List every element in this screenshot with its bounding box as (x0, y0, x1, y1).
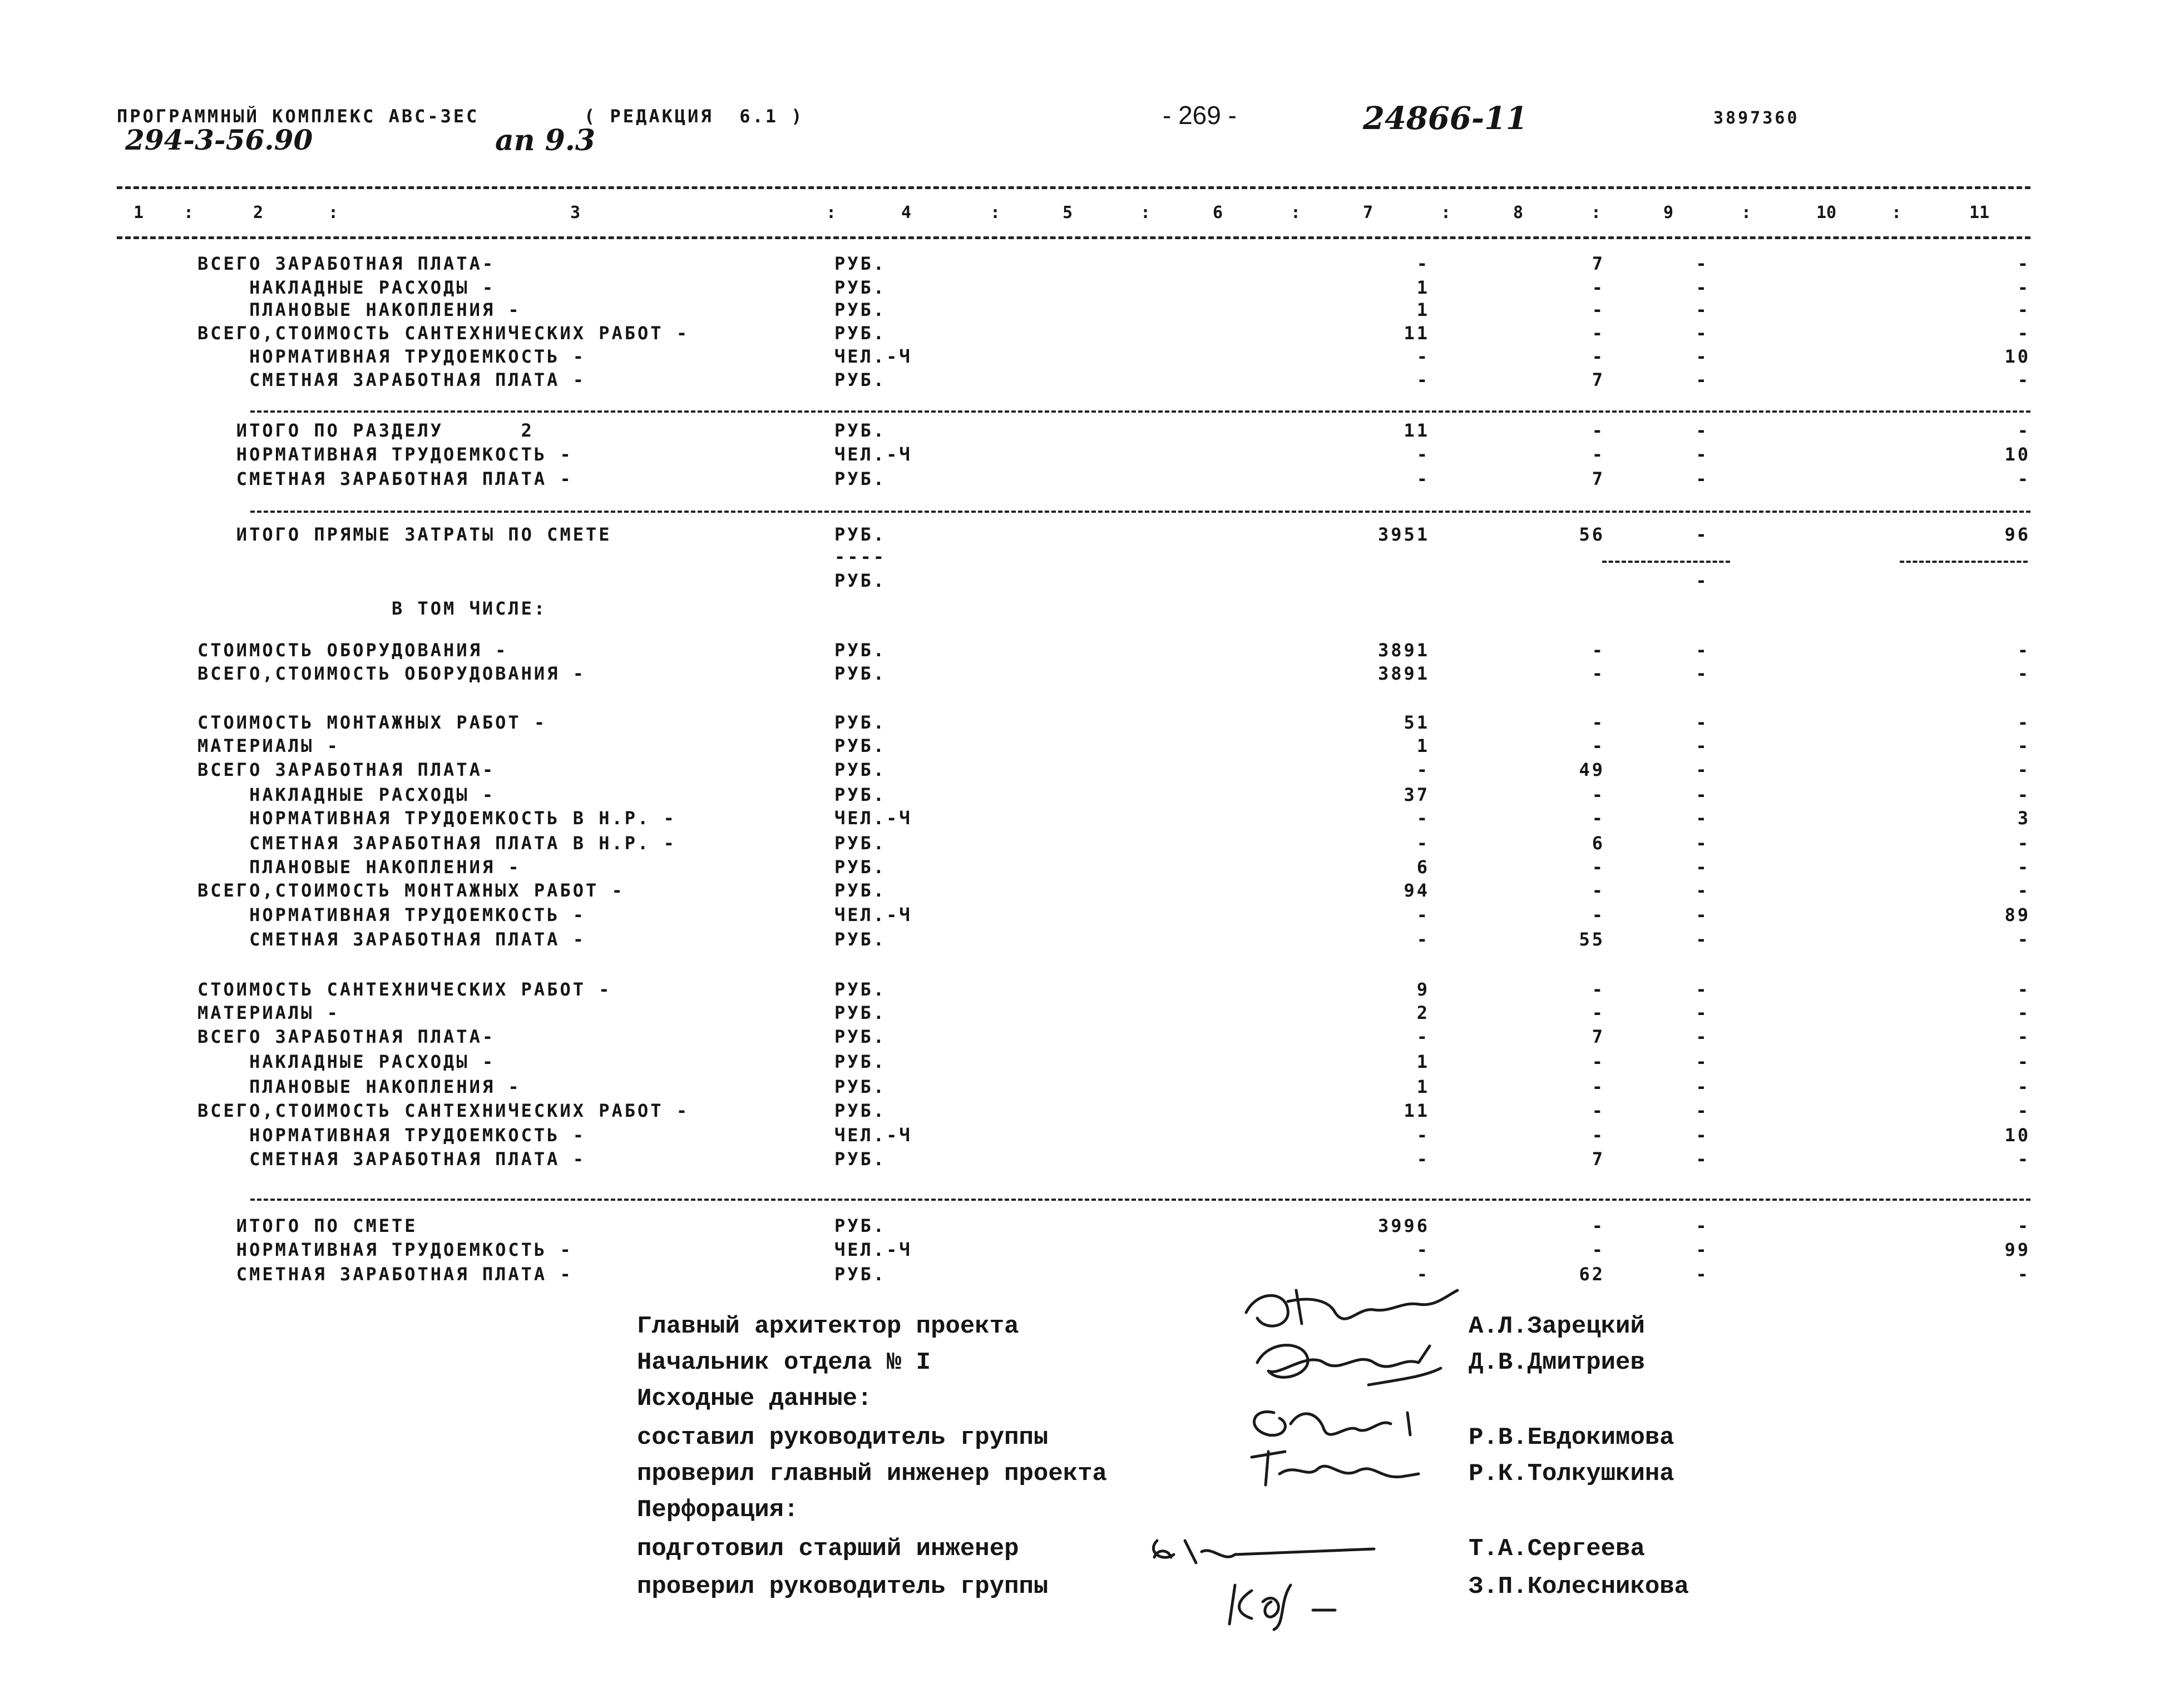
row-label: НОРМАТИВНАЯ ТРУДОЕМКОСТЬ - (197, 904, 586, 925)
table-row (0, 929, 2169, 951)
signature-evdokimova (1241, 1390, 1441, 1491)
column-header-row (0, 203, 2169, 225)
row-label: ВСЕГО,СТОИМОСТЬ САНТЕХНИЧЕСКИХ РАБОТ - (197, 1100, 690, 1121)
column-header: 9 (1663, 203, 1674, 222)
signature-title: проверил главный инженер проекта (637, 1460, 1107, 1488)
row-unit: ЧЕЛ.-Ч (834, 346, 912, 367)
row-unit: РУБ. (834, 1100, 887, 1121)
table-row (0, 253, 2169, 275)
row-unit: РУБ. (834, 1051, 887, 1072)
cell-col9: - (1696, 299, 1709, 320)
program-title: ПРОГРАММНЫЙ КОМПЛЕКС АВС-ЗЕС (117, 106, 480, 127)
page-number: - 269 - (1163, 101, 1237, 130)
row-unit: РУБ. (834, 663, 887, 684)
cell-col8: 56 (1579, 524, 1605, 545)
cell-col7: 1 (1416, 277, 1430, 298)
signature-title: подготовил старший инженер (637, 1535, 1019, 1563)
cell-col7: 3951 (1377, 524, 1430, 545)
cell-col9: - (1696, 640, 1709, 661)
signature-title: проверил руководитель группы (637, 1573, 1049, 1601)
cell-col7: - (1416, 1125, 1430, 1146)
cell-col9: - (1696, 808, 1709, 829)
cell-col7: - (1416, 1239, 1430, 1260)
row-label: СТОИМОСТЬ МОНТАЖНЫХ РАБОТ - (197, 712, 547, 733)
table-row (0, 979, 2169, 1001)
cell-col7: 1 (1416, 1051, 1430, 1072)
cell-col7: - (1416, 808, 1430, 829)
cell-col9: - (1696, 712, 1709, 733)
row-label: НАКЛАДНЫЕ РАСХОДЫ - (197, 784, 496, 805)
cell-col11: 10 (2004, 1125, 2030, 1146)
cell-col9: - (1696, 253, 1709, 274)
row-unit: РУБ. (834, 1264, 887, 1285)
row-unit: РУБ. (834, 784, 887, 805)
cell-col11: - (2017, 369, 2030, 390)
cell-col9: - (1696, 904, 1709, 925)
cell-col9: - (1696, 880, 1709, 901)
cell-col8: - (1592, 712, 1605, 733)
cell-col7: - (1416, 929, 1430, 950)
cell-col9: - (1696, 1100, 1709, 1121)
inventory-number: 24866-11 (1363, 100, 1528, 137)
row-label: ИТОГО ПРЯМЫЕ ЗАТРАТЫ ПО СМЕТЕ (197, 524, 612, 545)
table-row (0, 663, 2169, 685)
row-unit: РУБ. (834, 277, 887, 298)
row-label: СМЕТНАЯ ЗАРАБОТНАЯ ПЛАТА - (197, 1264, 573, 1285)
cell-col9: - (1696, 857, 1709, 878)
signature-title: Начальник отдела № I (637, 1349, 931, 1377)
cell-col11: - (2017, 1026, 2030, 1047)
section-divider (250, 410, 2030, 413)
row-label: ВСЕГО ЗАРАБОТНАЯ ПЛАТА- (197, 253, 496, 274)
cell-col11: - (2017, 1148, 2030, 1170)
cell-col11: - (2017, 323, 2030, 344)
signatory-name: З.П.Колесникова (1469, 1573, 1689, 1601)
cell-col9: - (1696, 1215, 1709, 1236)
table-row (0, 784, 2169, 806)
row-label: В ТОМ ЧИСЛЕ: (197, 598, 547, 619)
row-unit: ЧЕЛ.-Ч (834, 1125, 912, 1146)
row-unit: ЧЕЛ.-Ч (834, 444, 912, 465)
table-row (0, 598, 2169, 620)
cell-col7: - (1416, 1148, 1430, 1170)
table-row (0, 323, 2169, 345)
cell-col7: - (1416, 904, 1430, 925)
cell-col7: - (1416, 833, 1430, 854)
cell-col11: - (2017, 784, 2030, 805)
cell-col11: - (2017, 1100, 2030, 1121)
cell-col8: 7 (1592, 253, 1605, 274)
signature-sergeeva (1140, 1524, 1385, 1630)
cell-col8: - (1592, 808, 1605, 829)
cell-col8: 55 (1579, 929, 1605, 950)
signature-title: Перфорация: (637, 1496, 799, 1524)
cell-col9: - (1696, 323, 1709, 344)
cell-col8: - (1592, 735, 1605, 756)
cell-col9: - (1696, 833, 1709, 854)
row-unit: РУБ. (834, 979, 887, 1000)
cell-col7: - (1416, 1026, 1430, 1047)
row-unit: РУБ. (834, 1026, 887, 1047)
cell-col11: - (2017, 277, 2030, 298)
cell-col11: - (2017, 979, 2030, 1000)
cell-col9: - (1696, 1076, 1709, 1097)
cell-col8: - (1592, 1125, 1605, 1146)
table-row (0, 1026, 2169, 1048)
row-label: ПЛАНОВЫЕ НАКОПЛЕНИЯ - (197, 857, 521, 878)
row-label: СТОИМОСТЬ ОБОРУДОВАНИЯ - (197, 640, 508, 661)
cell-col8: - (1592, 420, 1605, 441)
signature-title: составил руководитель группы (637, 1424, 1049, 1452)
cell-col9: - (1696, 979, 1709, 1000)
cell-col11: - (2017, 712, 2030, 733)
signatory-name: Р.В.Евдокимова (1469, 1424, 1674, 1452)
cell-col7: - (1416, 468, 1430, 489)
cell-col7: 94 (1404, 880, 1430, 901)
signatory-name: Р.К.Толкушкина (1469, 1460, 1674, 1488)
row-label: ВСЕГО,СТОИМОСТЬ МОНТАЖНЫХ РАБОТ - (197, 880, 625, 901)
column-header: 8 (1513, 203, 1524, 222)
row-unit: РУБ. (834, 735, 887, 756)
row-unit: РУБ. (834, 468, 887, 489)
cell-col8: - (1592, 1215, 1605, 1236)
cell-col7: 6 (1416, 857, 1430, 878)
cell-col8: - (1592, 323, 1605, 344)
column-separator: : (184, 203, 194, 222)
cell-col7: 3891 (1377, 640, 1430, 661)
table-row (0, 369, 2169, 392)
cell-col11: - (2017, 735, 2030, 756)
row-unit: ЧЕЛ.-Ч (834, 808, 912, 829)
column-header: 4 (901, 203, 912, 222)
cell-col11: - (2017, 1076, 2030, 1097)
column-header: 7 (1363, 203, 1373, 222)
row-label: ВСЕГО,СТОИМОСТЬ САНТЕХНИЧЕСКИХ РАБОТ - (197, 323, 690, 344)
row-label: ВСЕГО ЗАРАБОТНАЯ ПЛАТА- (197, 759, 496, 780)
column-header: 2 (253, 203, 264, 222)
row-unit: ЧЕЛ.-Ч (834, 1239, 912, 1260)
table-row (0, 857, 2169, 879)
cell-col7: - (1416, 346, 1430, 367)
table-row (0, 1264, 2169, 1286)
cell-col11: - (2017, 759, 2030, 780)
table-row (0, 904, 2169, 927)
row-label: НОРМАТИВНАЯ ТРУДОЕМКОСТЬ - (197, 1125, 586, 1146)
row-unit: РУБ. (834, 1076, 887, 1097)
cell-col8: 6 (1592, 833, 1605, 854)
cell-col7: 11 (1404, 1100, 1430, 1121)
row-unit: РУБ. (834, 640, 887, 661)
cell-col7: - (1416, 369, 1430, 390)
cell-col9: - (1696, 1239, 1709, 1260)
row-label: СМЕТНАЯ ЗАРАБОТНАЯ ПЛАТА - (197, 1148, 586, 1170)
cell-col11: 10 (2004, 444, 2030, 465)
row-label: НАКЛАДНЫЕ РАСХОДЫ - (197, 1051, 496, 1072)
cell-col11: - (2017, 857, 2030, 878)
cell-col7: - (1416, 759, 1430, 780)
cell-col11: - (2017, 253, 2030, 274)
row-unit: РУБ. (834, 323, 887, 344)
cell-col8: - (1592, 1100, 1605, 1121)
cell-col7: 9 (1416, 979, 1430, 1000)
column-separator: : (826, 203, 837, 222)
column-header: 10 (1816, 203, 1837, 222)
cell-col7: - (1416, 253, 1430, 274)
table-row (0, 346, 2169, 368)
table-row (0, 808, 2169, 830)
table-row (0, 1051, 2169, 1073)
cell-col9: - (1696, 468, 1709, 489)
cell-col9: - (1696, 929, 1709, 950)
row-unit: ---- (834, 546, 887, 567)
cell-col8: - (1592, 1051, 1605, 1072)
cell-col8: - (1592, 880, 1605, 901)
cell-col7: 37 (1404, 784, 1430, 805)
cell-col9: - (1696, 1026, 1709, 1047)
row-unit: РУБ. (834, 880, 887, 901)
cell-col9: - (1696, 759, 1709, 780)
cell-col8: - (1592, 979, 1605, 1000)
row-label: СМЕТНАЯ ЗАРАБОТНАЯ ПЛАТА В Н.Р. - (197, 833, 676, 854)
column-header: 5 (1063, 203, 1073, 222)
row-unit: РУБ. (834, 524, 887, 545)
cell-col11: - (2017, 833, 2030, 854)
album-code: ап 9.3 (495, 123, 596, 157)
cell-col9: - (1696, 1051, 1709, 1072)
signatory-name: А.Л.Зарецкий (1469, 1313, 1645, 1340)
row-unit: РУБ. (834, 857, 887, 878)
cell-col11: - (2017, 929, 2030, 950)
cell-col7: 11 (1404, 420, 1430, 441)
cell-col7: - (1416, 444, 1430, 465)
signatory-name: Т.А.Сергеева (1469, 1535, 1645, 1563)
column-header: 6 (1213, 203, 1223, 222)
row-unit: РУБ. (834, 712, 887, 733)
cell-col11: - (2017, 1002, 2030, 1023)
table-row (0, 640, 2169, 662)
row-label: СМЕТНАЯ ЗАРАБОТНАЯ ПЛАТА - (197, 369, 586, 390)
cell-col8: 7 (1592, 1026, 1605, 1047)
cell-col9: - (1696, 1125, 1709, 1146)
table-row (0, 759, 2169, 781)
table-row (0, 1215, 2169, 1237)
column-separator: : (1441, 203, 1451, 222)
cell-col9: - (1696, 1264, 1709, 1285)
column-header: 11 (1969, 203, 1990, 222)
cell-col7: 2 (1416, 1002, 1430, 1023)
table-row (0, 1239, 2169, 1261)
row-unit: РУБ. (834, 929, 887, 950)
cell-col8: - (1592, 857, 1605, 878)
section-divider (250, 1199, 2030, 1201)
column-separator: : (1291, 203, 1301, 222)
cell-col7: 1 (1416, 1076, 1430, 1097)
table-row (0, 1125, 2169, 1147)
column-separator: : (1741, 203, 1752, 222)
cell-col8: 7 (1592, 1148, 1605, 1170)
cell-col7: - (1416, 1264, 1430, 1285)
cell-col7: 3996 (1377, 1215, 1430, 1236)
cell-col9: - (1696, 369, 1709, 390)
cell-col9: - (1696, 663, 1709, 684)
section-divider (250, 511, 2030, 513)
column-separator: : (990, 203, 1001, 222)
cell-col7: 51 (1404, 712, 1430, 733)
cell-col11: - (2017, 663, 2030, 684)
cell-col8: - (1592, 663, 1605, 684)
table-row (0, 1002, 2169, 1024)
cell-col8: - (1592, 1239, 1605, 1260)
cell-col8: 7 (1592, 468, 1605, 489)
cell-col8: - (1592, 277, 1605, 298)
cell-col8: - (1592, 1076, 1605, 1097)
cell-col11: 3 (2017, 808, 2030, 829)
signature-title: Исходные данные: (637, 1385, 872, 1413)
cell-col8: - (1592, 299, 1605, 320)
row-unit: РУБ. (834, 1002, 887, 1023)
cell-col11: - (2017, 1051, 2030, 1072)
row-label: НОРМАТИВНАЯ ТРУДОЕМКОСТЬ - (197, 346, 586, 367)
row-label: ПЛАНОВЫЕ НАКОПЛЕНИЯ - (197, 299, 521, 320)
cell-col8: - (1592, 640, 1605, 661)
table-row (0, 277, 2169, 299)
table-row (0, 1076, 2169, 1098)
cell-col9: - (1696, 420, 1709, 441)
cell-col11: 10 (2004, 346, 2030, 367)
row-label: ИТОГО ПО РАЗДЕЛУ 2 (197, 420, 534, 441)
row-label: НОРМАТИВНАЯ ТРУДОЕМКОСТЬ В Н.Р. - (197, 808, 676, 829)
cell-col7: 1 (1416, 299, 1430, 320)
table-row (0, 524, 2169, 546)
column-header: 1 (134, 203, 144, 222)
row-label: НОРМАТИВНАЯ ТРУДОЕМКОСТЬ - (197, 1239, 573, 1260)
table-row (0, 546, 2169, 568)
cell-col9: - (1696, 1002, 1709, 1023)
cell-col9: - (1696, 346, 1709, 367)
signature-zaretsky (1235, 1279, 1469, 1396)
cell-col8: 49 (1579, 759, 1605, 780)
cell-col11: 96 (2004, 524, 2030, 545)
table-row (0, 1148, 2169, 1171)
column-separator: : (1891, 203, 1902, 222)
row-unit: РУБ. (834, 833, 887, 854)
table-row (0, 444, 2169, 466)
row-label: НАКЛАДНЫЕ РАСХОДЫ - (197, 277, 496, 298)
cell-col9: - (1696, 1148, 1709, 1170)
table-row (0, 468, 2169, 491)
row-unit: РУБ. (834, 570, 887, 591)
document-number: 3897360 (1713, 108, 1800, 128)
row-label: МАТЕРИАЛЫ - (197, 1002, 340, 1023)
row-unit: РУБ. (834, 1215, 887, 1236)
column-separator: : (1140, 203, 1151, 222)
row-unit: ЧЕЛ.-Ч (834, 904, 912, 925)
cell-col9: - (1696, 524, 1709, 545)
table-row (0, 880, 2169, 902)
signature-title: Главный архитектор проекта (637, 1313, 1019, 1340)
cell-col11: - (2017, 640, 2030, 661)
table-row (0, 735, 2169, 758)
cell-col11: - (2017, 1215, 2030, 1236)
column-header: 3 (570, 203, 581, 222)
row-unit: РУБ. (834, 253, 887, 274)
table-top-rule (117, 186, 2030, 189)
column-separator: : (328, 203, 339, 222)
row-label: СМЕТНАЯ ЗАРАБОТНАЯ ПЛАТА - (197, 468, 573, 489)
row-unit: РУБ. (834, 299, 887, 320)
cell-col11: - (2017, 1264, 2030, 1285)
cell-col9: - (1696, 277, 1709, 298)
row-unit: РУБ. (834, 369, 887, 390)
table-row (0, 299, 2169, 321)
table-row (0, 712, 2169, 734)
row-unit: РУБ. (834, 1148, 887, 1170)
row-label: СМЕТНАЯ ЗАРАБОТНАЯ ПЛАТА - (197, 929, 586, 950)
row-label: ИТОГО ПО СМЕТЕ (197, 1215, 418, 1236)
cell-col9: - (1696, 735, 1709, 756)
cell-col7: 11 (1404, 323, 1430, 344)
cell-col8: 7 (1592, 369, 1605, 390)
edition-label: ( РЕДАКЦИЯ 6.1 ) (584, 106, 804, 127)
cell-col11: - (2017, 420, 2030, 441)
row-label: МАТЕРИАЛЫ - (197, 735, 340, 756)
row-label: СТОИМОСТЬ САНТЕХНИЧЕСКИХ РАБОТ - (197, 979, 612, 1000)
cell-col8: - (1592, 444, 1605, 465)
table-row (0, 833, 2169, 855)
cell-col7: 3891 (1377, 663, 1430, 684)
project-code: 294-3-56.90 (125, 123, 313, 156)
row-unit: РУБ. (834, 759, 887, 780)
table-header-rule (117, 236, 2030, 239)
cell-col9: - (1696, 784, 1709, 805)
row-unit: РУБ. (834, 420, 887, 441)
table-row (0, 420, 2169, 442)
cell-col8: 62 (1579, 1264, 1605, 1285)
cell-col11: 99 (2004, 1239, 2030, 1260)
cell-col11: - (2017, 468, 2030, 489)
row-label: ВСЕГО,СТОИМОСТЬ ОБОРУДОВАНИЯ - (197, 663, 586, 684)
cell-col11: - (2017, 299, 2030, 320)
cell-col7: 1 (1416, 735, 1430, 756)
table-row (0, 1100, 2169, 1122)
cell-col8: - (1592, 904, 1605, 925)
column-separator: : (1591, 203, 1602, 222)
cell-col11: - (2017, 880, 2030, 901)
signatory-name: Д.В.Дмитриев (1469, 1349, 1645, 1377)
cell-col11: 89 (2004, 904, 2030, 925)
row-label: ПЛАНОВЫЕ НАКОПЛЕНИЯ - (197, 1076, 521, 1097)
cell-col9: - (1696, 444, 1709, 465)
cell-col8: - (1592, 346, 1605, 367)
row-label: ВСЕГО ЗАРАБОТНАЯ ПЛАТА- (197, 1026, 496, 1047)
cell-col8: - (1592, 1002, 1605, 1023)
table-row (0, 570, 2169, 592)
row-label: НОРМАТИВНАЯ ТРУДОЕМКОСТЬ - (197, 444, 573, 465)
cell-col9: - (1696, 570, 1709, 591)
cell-col8: - (1592, 784, 1605, 805)
